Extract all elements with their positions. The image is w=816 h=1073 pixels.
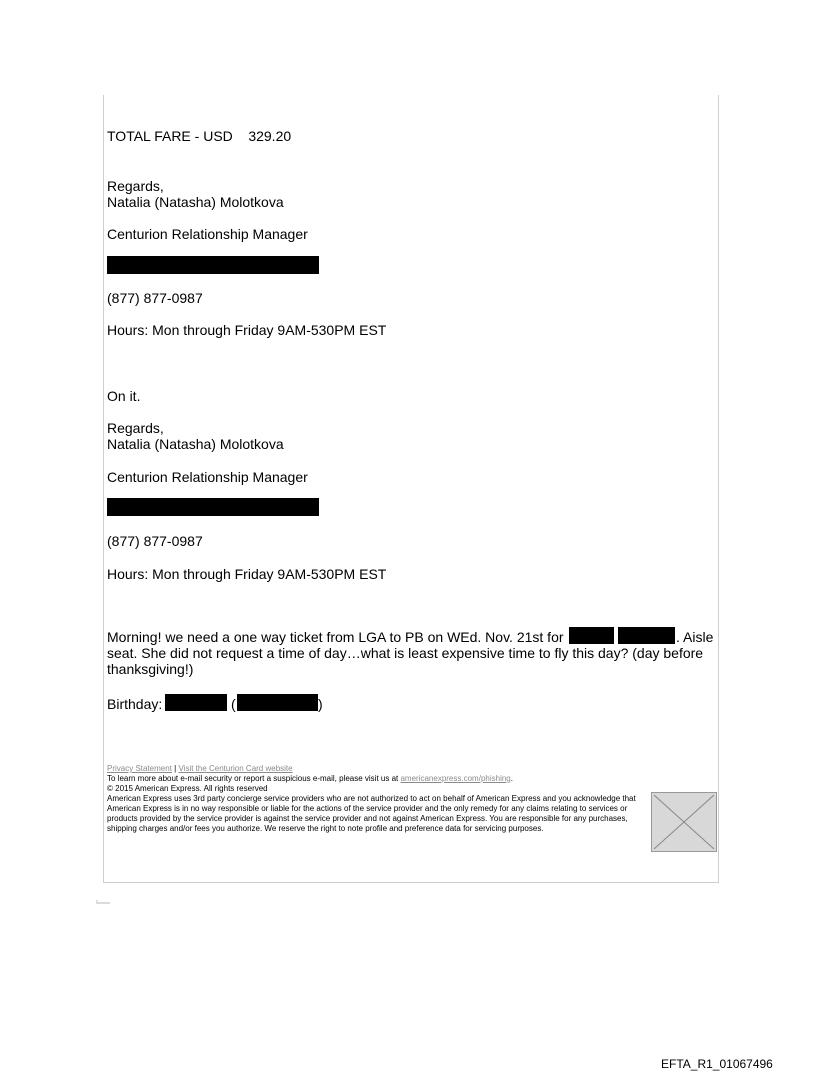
footer-period: . [510, 774, 513, 783]
footer-disclaimer: American Express uses 3rd party concierge service providers who are not authorized to act on behalf of American Express and you acknowledge that American Express is in no way responsible or liable for the actions of the service provider and the only remedy for any claims relating to services or products provided by the service provider is against the service provider and not against American Express. You are responsible for any purchases, shipping charges and/or fees you authorize. We reserve the right to note profile and preference data for servicing purposes. [107, 794, 636, 833]
total-fare-line [107, 128, 291, 144]
footer-links [107, 764, 652, 774]
total-fare-amount: 329.20 [248, 128, 292, 144]
footer-security-text: To learn more about e-mail security or report a suspicious e-mail, please visit us at [107, 774, 399, 783]
request-line-3: thanksgiving!) [107, 661, 194, 677]
redaction-block [107, 498, 319, 516]
signature-1-regards: Regards, [107, 178, 164, 194]
reply-text: On it. [107, 388, 141, 404]
signature-2-title: Centurion Relationship Manager [107, 469, 308, 485]
signature-1-title: Centurion Relationship Manager [107, 226, 308, 242]
redaction-block [569, 627, 614, 644]
redaction-block [618, 627, 675, 644]
footer-copyright: © 2015 American Express. All rights reserved [107, 784, 268, 793]
document-id: EFTA_R1_01067496 [661, 1057, 773, 1071]
privacy-statement-link[interactable]: Privacy Statement [107, 764, 172, 773]
signature-2-regards: Regards, [107, 420, 164, 436]
redaction-block [107, 256, 319, 274]
request-line-2: seat. She did not request a time of day…what is least expensive time to fly this day? (day before [107, 645, 704, 661]
phishing-link[interactable]: americanexpress.com/phishing [400, 774, 511, 783]
broken-image-placeholder [651, 792, 717, 852]
request-line-1-end: . Aisle [676, 629, 714, 645]
birthday-paren-open: ( [231, 696, 236, 712]
birthday-paren-close: ) [318, 696, 323, 712]
stray-mark [96, 900, 110, 904]
request-line-1-start: Morning! we need a one way ticket from LGA to PB on WEd. Nov. 21st for [107, 629, 564, 645]
footer-separator: | [174, 764, 177, 773]
centurion-website-link[interactable]: Visit the Centurion Card website [178, 764, 293, 773]
total-fare-label: TOTAL FARE - USD [107, 128, 233, 144]
signature-1-phone: (877) 877-0987 [107, 290, 203, 306]
birthday-label: Birthday: [107, 696, 163, 712]
redaction-block [165, 694, 227, 711]
broken-image-icon [652, 793, 716, 851]
signature-2-hours: Hours: Mon through Friday 9AM-530PM EST [107, 566, 387, 582]
signature-2-name: Natalia (Natasha) Molotkova [107, 436, 284, 452]
footer-security [107, 774, 717, 784]
signature-1-name: Natalia (Natasha) Molotkova [107, 194, 284, 210]
signature-1-hours: Hours: Mon through Friday 9AM-530PM EST [107, 322, 387, 338]
redaction-block [237, 694, 318, 711]
signature-2-phone: (877) 877-0987 [107, 533, 203, 549]
